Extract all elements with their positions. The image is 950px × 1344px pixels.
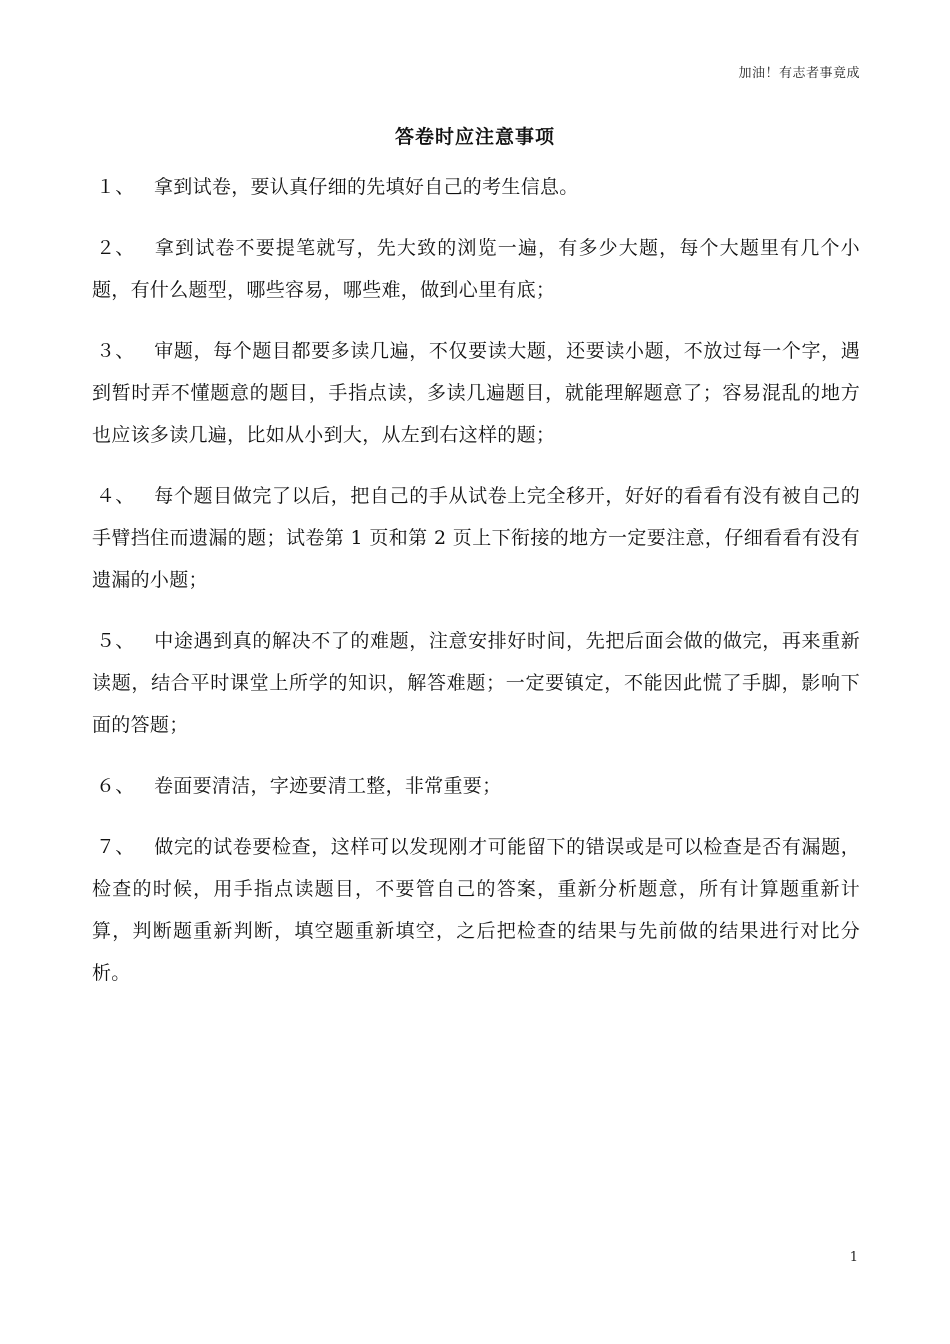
item-number: １、 [96, 176, 135, 198]
notice-item-4 [92, 475, 860, 601]
page-number: 1 [849, 1250, 858, 1265]
item-text: 做完的试卷要检查，这样可以发现刚才可能留下的错误或是可以检查是否有漏题，检查的时候，用手指点读题目，不要管自己的答案，重新分析题意，所有计算题重新计算，判断题重新判断，填空题重新填空，之后把检查的结果与先前做的结果进行对比分析。 [92, 836, 860, 984]
notice-item-3 [92, 330, 860, 456]
notice-item-2 [92, 227, 860, 311]
item-text: 每个题目做完了以后，把自己的手从试卷上完全移开，好好的看看有没有被自己的手臂挡住而遗漏的题；试卷第 1 页和第 2 页上下衔接的地方一定要注意，仔细看看有没有遗漏的小题； [92, 485, 860, 591]
notice-item-6 [92, 765, 860, 807]
item-number: ５、 [96, 630, 135, 652]
item-text: 拿到试卷，要认真仔细的先填好自己的考生信息。 [154, 176, 579, 198]
item-number: ６、 [96, 775, 135, 797]
item-number: ４、 [96, 485, 135, 507]
item-text: 拿到试卷不要提笔就写，先大致的浏览一遍，有多少大题，每个大题里有几个小题，有什么题型，哪些容易，哪些难，做到心里有底； [92, 237, 860, 301]
item-text: 审题，每个题目都要多读几遍，不仅要读大题，还要读小题，不放过每一个字，遇到暂时弄不懂题意的题目，手指点读，多读几遍题目，就能理解题意了；容易混乱的地方也应该多读几遍，比如从小到大，从左到右这样的题； [92, 340, 860, 446]
item-text: 卷面要清洁，字迹要清工整，非常重要； [154, 775, 502, 797]
header-motto: 加油！有志者事竟成 [738, 66, 860, 81]
notice-item-5 [92, 620, 860, 746]
notice-list [92, 166, 860, 1013]
item-text: 中途遇到真的解决不了的难题，注意安排好时间，先把后面会做的做完，再来重新读题，结合平时课堂上所学的知识，解答难题；一定要镇定，不能因此慌了手脚，影响下面的答题； [92, 630, 860, 736]
notice-item-7 [92, 826, 860, 994]
item-number: ２、 [96, 237, 135, 259]
document-title: 答卷时应注意事项 [394, 126, 555, 148]
item-number: ３、 [96, 340, 135, 362]
notice-item-1 [92, 166, 860, 208]
item-number: ７、 [96, 836, 135, 858]
